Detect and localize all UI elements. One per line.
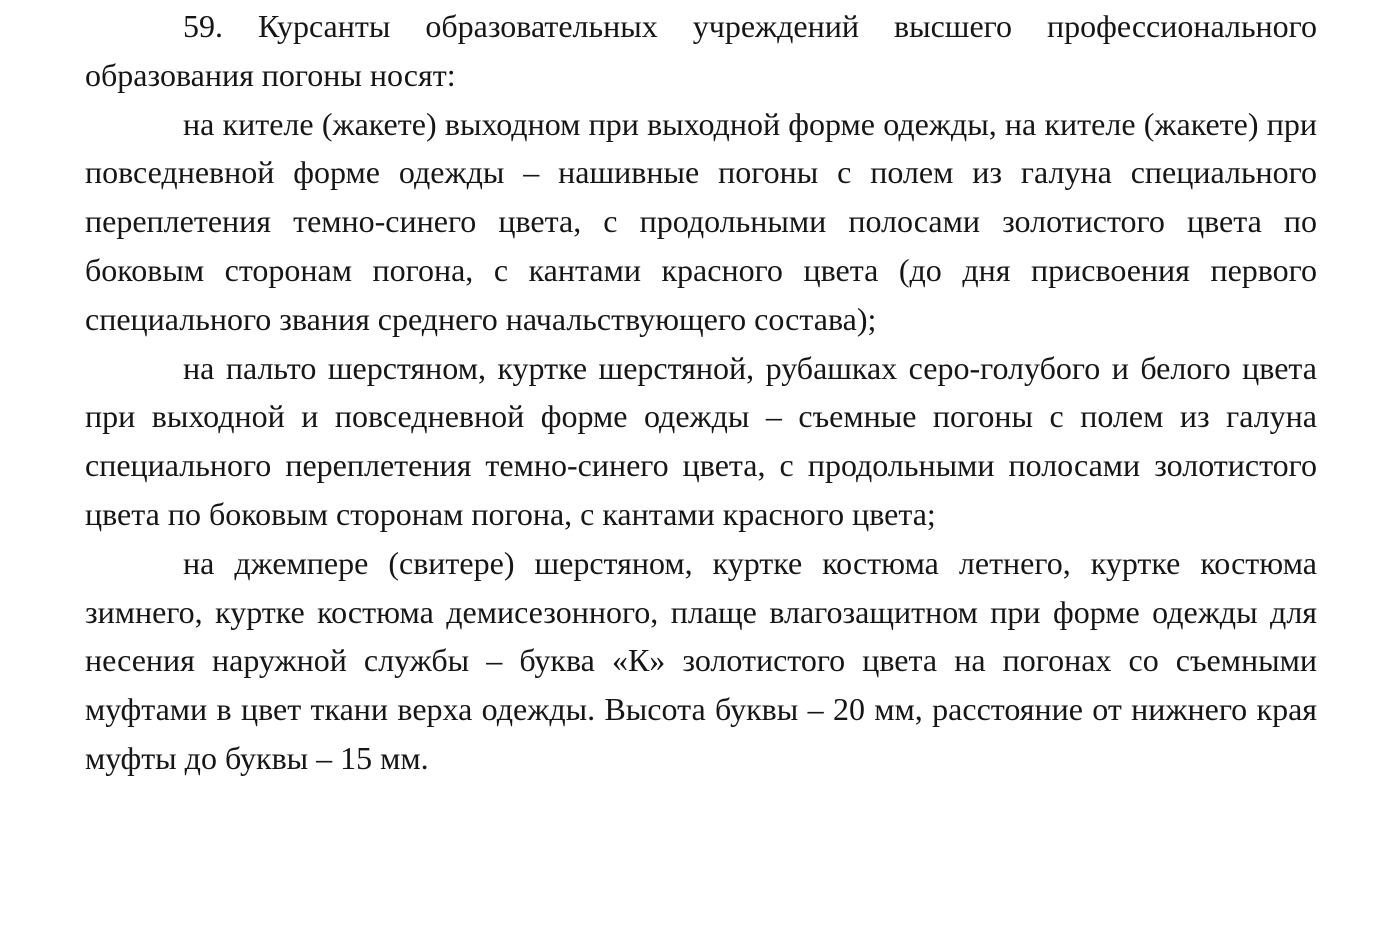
document-body	[85, 2, 1317, 783]
paragraph-59-intro: 59. Курсанты образовательных учреждений высшего профессионального образования погоны носят:	[85, 8, 1317, 93]
paragraph-dzhemper: на джемпере (свитере) шерстяном, куртке костюма летнего, куртке костюма зимнего, куртке костюма демисезонного, плаще влагозащитном при форме одежды для несения наружной службы – буква «К» золотистого цвета на погонах со съемными муфтами в цвет ткани верха одежды. Высота буквы – 20 мм, расстояние от нижнего края муфты до буквы – 15 мм.	[85, 544, 1317, 776]
paragraph-palto: на пальто шерстяном, куртке шерстяной, рубашках серо-голубого и белого цвета при выходной и повседневной форме одежды – съемные погоны с полем из галуна специального переплетения темно-синего цвета, с продольными полосами золотистого цвета по боковым сторонам погона, с кантами красного цвета;	[85, 349, 1317, 532]
paragraph-kitel: на кителе (жакете) выходном при выходной форме одежды, на кителе (жакете) при повседневной форме одежды – нашивные погоны с полем из галуна специального переплетения темно-синего цвета, с продольными полосами золотистого цвета по боковым сторонам погона, с кантами красного цвета (до дня присвоения первого специального звания среднего начальствующего состава);	[85, 105, 1317, 337]
